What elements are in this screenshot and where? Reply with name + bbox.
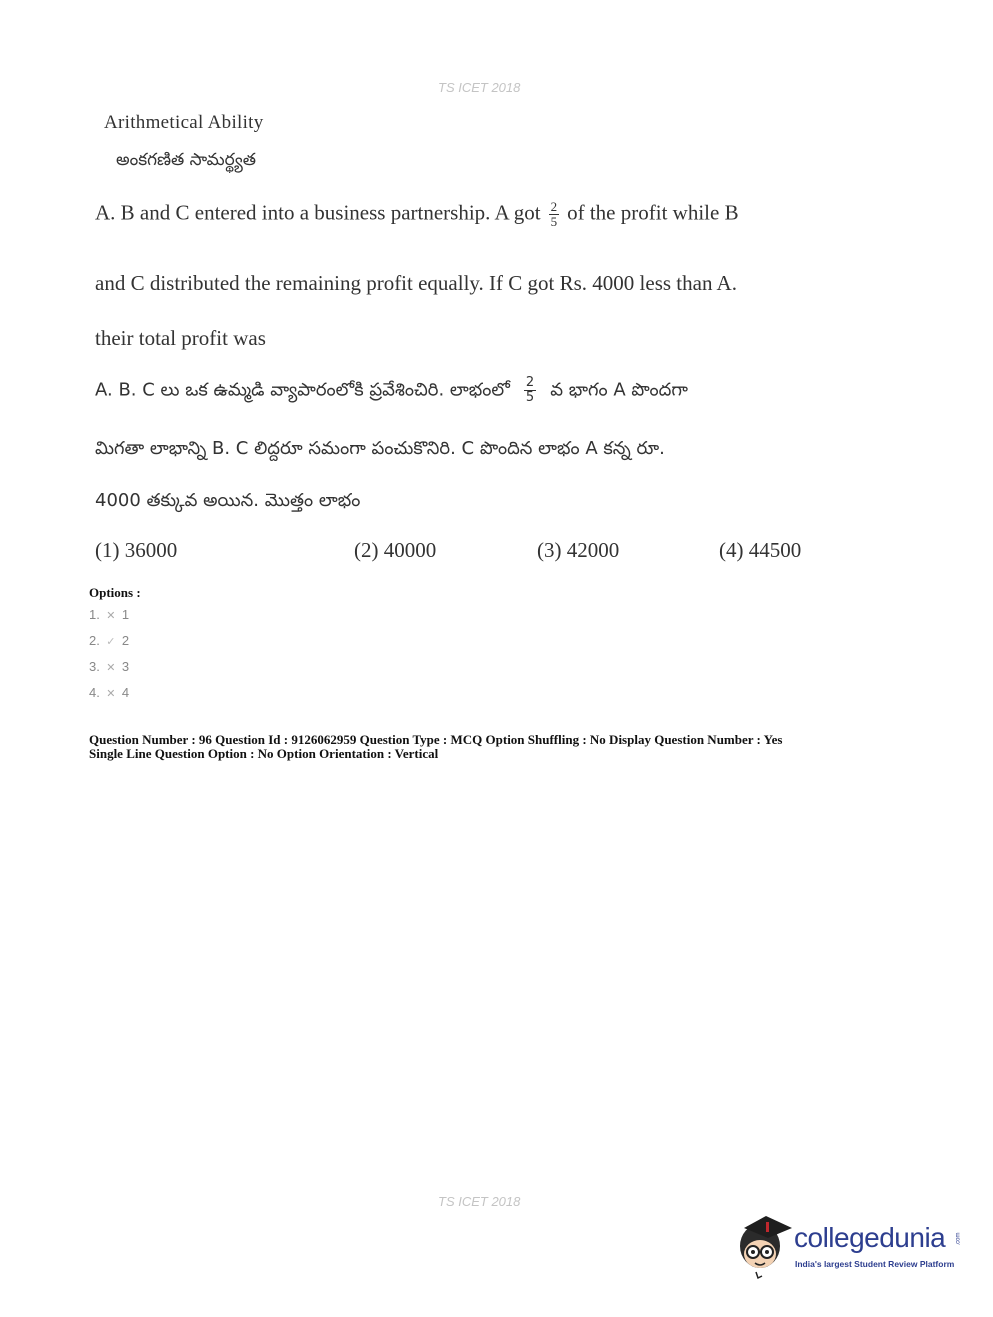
collegedunia-logo: [736, 1210, 964, 1282]
question-te-line-1-pre: A. B. C లు ఒక ఉమ్మడి వ్యాపారంలోకి ప్రవేశించిరి. లాభంలో: [95, 379, 510, 401]
option-value: 3: [121, 659, 130, 674]
option-number: 2.: [89, 633, 100, 648]
question-en-line-2: and C distributed the remaining profit equally. If C got Rs. 4000 less than A.: [95, 271, 737, 295]
watermark-header: TS ICET 2018: [438, 80, 521, 95]
logo-wordmark: collegedunia: [794, 1222, 946, 1253]
fraction-denominator: 5: [525, 390, 535, 405]
option-row-4: [89, 685, 129, 700]
answer-option-1: (1) 36000: [95, 538, 178, 562]
section-title-telugu: అంకగణిత సామర్థ్యత: [116, 150, 256, 170]
fraction-numerator: 2: [525, 375, 535, 390]
question-en-line-1-pre: A. B and C entered into a business partnership. A got: [95, 200, 541, 225]
option-number: 4.: [89, 685, 100, 700]
question-te-line-1-post: వ భాగం A పొందగా: [550, 379, 688, 401]
fraction-two-fifths-te: [524, 376, 536, 405]
option-row-2: [89, 633, 129, 648]
mascot-icon: [736, 1210, 792, 1280]
fraction-denominator: 5: [550, 214, 558, 229]
question-en-line-1-post: of the profit while B: [567, 200, 739, 225]
watermark-footer: TS ICET 2018: [438, 1194, 521, 1209]
option-number: 1.: [89, 607, 100, 622]
question-en-line-3: their total profit was: [95, 326, 266, 350]
option-row-1: [89, 607, 129, 622]
fraction-numerator: 2: [550, 199, 558, 214]
answer-option-3: (3) 42000: [537, 538, 620, 562]
options-label: Options :: [89, 585, 141, 600]
cross-icon: ✕: [106, 688, 116, 700]
cross-icon: ✕: [106, 662, 116, 674]
fraction-two-fifths: [549, 200, 560, 229]
check-icon: ✓: [106, 636, 116, 648]
option-value: 2: [121, 633, 130, 648]
question-meta-line-2: Single Line Question Option : No Option Orientation : Vertical: [89, 746, 439, 761]
logo-tagline: India's largest Student Review Platform: [795, 1259, 955, 1269]
answer-option-4: (4) 44500: [719, 538, 802, 562]
option-row-3: [89, 659, 129, 674]
answer-option-2: (2) 40000: [354, 538, 437, 562]
question-en-line-1: [95, 200, 739, 229]
option-value: 1: [121, 607, 130, 622]
question-te-line-3: 4000 తక్కువ అయిన. మొత్తం లాభం: [95, 490, 361, 511]
option-value: 4: [121, 685, 130, 700]
cross-icon: ✕: [106, 610, 116, 622]
section-title: Arithmetical Ability: [104, 112, 264, 133]
question-te-line-2: మిగతా లాభాన్ని B. C లిద్దరూ సమంగా పంచుకొనిరి. C పొందిన లాభం A కన్న రూ.: [95, 438, 665, 459]
question-meta-line-1: Question Number : 96 Question Id : 9126062959 Question Type : MCQ Option Shuffling : No Display Question Number : Yes: [89, 732, 783, 747]
option-number: 3.: [89, 659, 100, 674]
question-te-line-1: [95, 376, 688, 405]
logo-domain-suffix: .com: [955, 1232, 962, 1246]
